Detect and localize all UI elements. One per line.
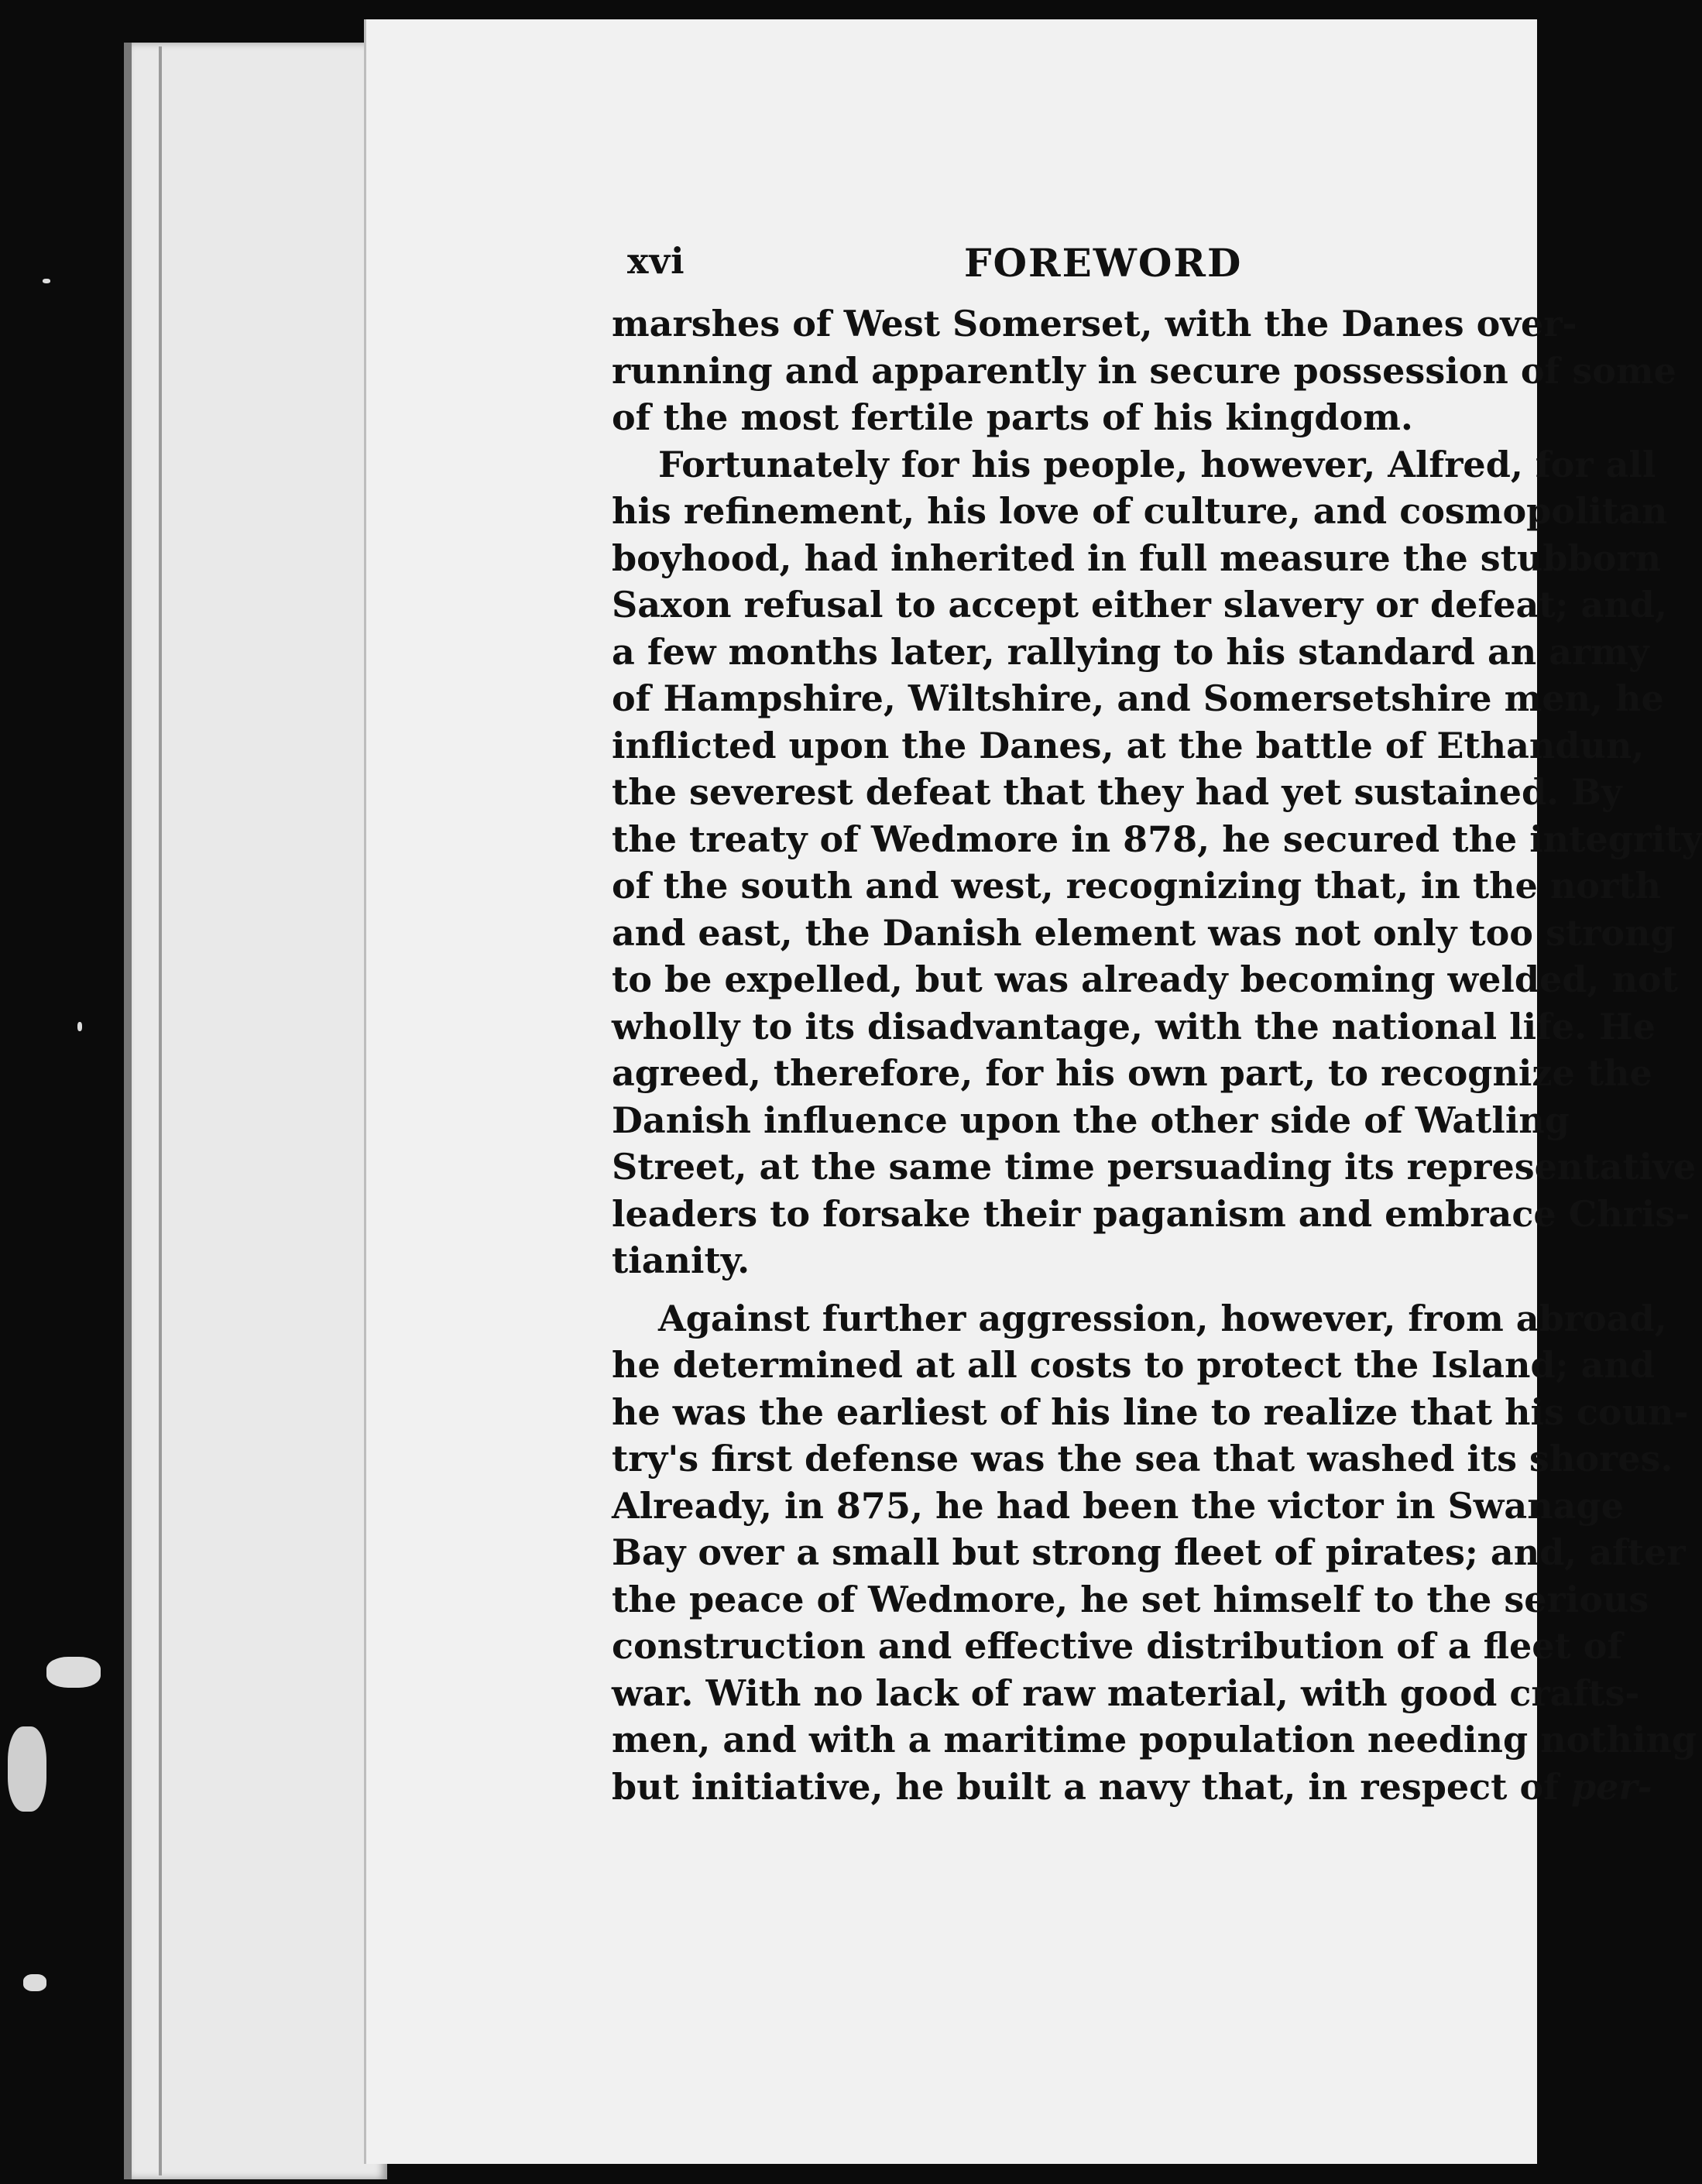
italic-word: per- xyxy=(1570,1765,1652,1808)
text-line: Street, at the same time persuading its representative xyxy=(612,1146,1697,1188)
text-line: agreed, therefore, for his own part, to recognize the xyxy=(612,1052,1652,1094)
running-head: FOREWORD xyxy=(964,240,1243,286)
text-line: construction and effective distribution of a fleet of xyxy=(612,1625,1623,1667)
scan-speck xyxy=(77,1022,82,1031)
text-line: a few months later, rallying to his standard an army xyxy=(612,630,1649,673)
text-line: to be expelled, but was already becoming welded, not xyxy=(612,958,1678,1000)
text-line: the severest defeat that they had yet sustained. By xyxy=(612,771,1622,813)
text-line: his refinement, his love of culture, and cosmopolitan xyxy=(612,490,1668,532)
scan-speck xyxy=(23,1974,46,1991)
scan-speck xyxy=(46,1657,101,1688)
text-line: Fortunately for his people, however, Alfred, for all xyxy=(658,443,1656,485)
text-line: of Hampshire, Wiltshire, and Somersetshire men, he xyxy=(612,677,1664,719)
text-line: men, and with a maritime population needing nothing xyxy=(612,1719,1697,1761)
text-line: he was the earliest of his line to realize that his coun- xyxy=(612,1390,1689,1433)
page-number: xvi xyxy=(627,240,685,282)
text-line: wholly to its disadvantage, with the national life. He xyxy=(612,1005,1656,1047)
text-line: marshes of West Somerset, with the Danes over- xyxy=(612,303,1577,345)
text-line: Saxon refusal to accept either slavery or defeat; and, xyxy=(612,584,1667,626)
facing-page-edge xyxy=(124,43,387,2179)
text-line: try's first defense was the sea that washed its shores. xyxy=(612,1438,1673,1479)
text-line: of the most fertile parts of his kingdom. xyxy=(612,396,1413,438)
scan-speck xyxy=(8,1726,46,1812)
text-line: tianity. xyxy=(612,1239,750,1281)
text-line: running and apparently in secure possession of some xyxy=(612,349,1676,392)
text-line: the peace of Wedmore, he set himself to the serious xyxy=(612,1578,1649,1620)
text-line: the treaty of Wedmore in 878, he secured the integrity xyxy=(612,818,1702,860)
text-line: he determined at all costs to protect the Island; and xyxy=(612,1344,1656,1386)
scan-speck xyxy=(43,279,50,283)
text-line: of the south and west, recognizing that, in the north xyxy=(612,865,1661,907)
text-line-last xyxy=(612,1764,1652,1811)
page-header xyxy=(612,232,1535,294)
page-text xyxy=(612,232,1702,1810)
text-line: Already, in 875, he had been the victor in Swanage xyxy=(612,1484,1624,1527)
text-line-start: but initiative, he built a navy that, in respect of xyxy=(612,1765,1559,1808)
text-line: inflicted upon the Danes, at the battle of Ethandun, xyxy=(612,724,1645,766)
spine-line xyxy=(159,46,162,2175)
text-line: and east, the Danish element was not only too strong xyxy=(612,911,1676,954)
text-line: boyhood, had inherited in full measure the stubborn xyxy=(612,537,1662,579)
scan-margin xyxy=(0,0,124,2184)
text-line: Against further aggression, however, from abroad, xyxy=(658,1297,1667,1339)
text-line: war. With no lack of raw material, with good crafts- xyxy=(612,1671,1640,1714)
text-line: leaders to forsake their paganism and embrace Chris- xyxy=(612,1192,1690,1235)
text-line: Danish influence upon the other side of Watling xyxy=(612,1099,1570,1141)
text-line: Bay over a small but strong fleet of pirates; and, after xyxy=(612,1531,1686,1573)
